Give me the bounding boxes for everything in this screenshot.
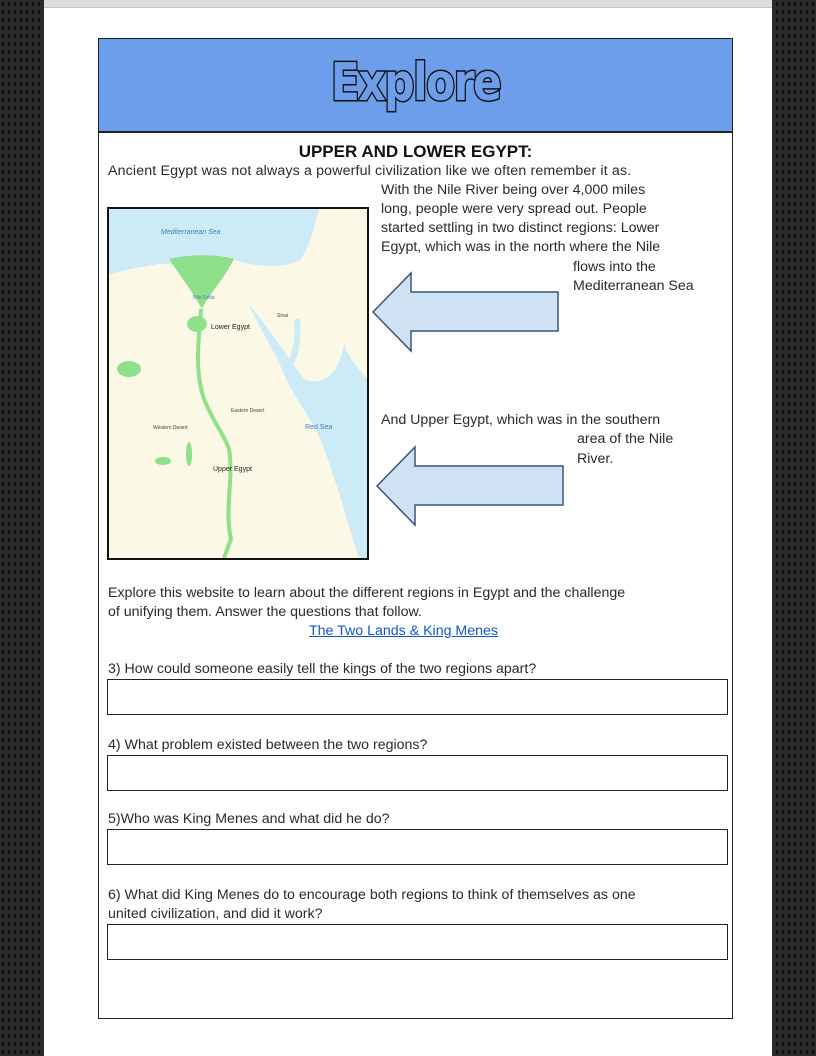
answer-box-5[interactable]: [107, 829, 728, 865]
question-3: 3) How could someone easily tell the kings of the two regions apart?: [108, 661, 537, 677]
lower-text-line: started settling in two distinct regions: Lower: [381, 220, 660, 236]
map-label-mediterranean: Mediterranean Sea: [161, 229, 221, 236]
arrow-to-upper-egypt-icon: [374, 444, 569, 528]
egypt-map: [107, 207, 369, 560]
two-lands-king-menes-link[interactable]: The Two Lands & King Menes: [309, 623, 499, 639]
question-4: 4) What problem existed between the two regions?: [108, 737, 428, 753]
map-label-lower-egypt: Lower Egypt: [211, 324, 250, 331]
upper-text-line: River.: [577, 451, 614, 467]
lower-text-line: Egypt, which was in the north where the Nile: [381, 239, 661, 255]
lower-text-line: long, people were very spread out. People: [381, 201, 647, 217]
question-5: 5)Who was King Menes and what did he do?: [108, 811, 390, 827]
explore-header: [99, 39, 732, 133]
lower-text-line: flows into the: [573, 259, 656, 275]
arrow-to-lower-egypt-icon: [370, 270, 565, 354]
page-top-edge: [44, 0, 772, 8]
map-label-eastern-desert: Eastern Desert: [231, 408, 265, 414]
explore-instructions-line: of unifying them. Answer the questions that follow.: [108, 604, 422, 620]
map-label-upper-egypt: Upper Egypt: [213, 466, 252, 473]
explore-instructions-line: Explore this website to learn about the different regions in Egypt and the challenge: [108, 585, 626, 601]
question-6: 6) What did King Menes do to encourage both regions to think of themselves as one: [108, 887, 636, 903]
answer-box-4[interactable]: [107, 755, 728, 791]
lower-text-line: With the Nile River being over 4,000 miles: [381, 182, 646, 198]
map-label-sinai: Sinai: [277, 313, 289, 319]
map-label-western-desert: Western Desert: [153, 425, 188, 431]
answer-box-6[interactable]: [107, 924, 728, 960]
map-label-red-sea: Red Sea: [305, 424, 333, 431]
intro-text: Ancient Egypt was not always a powerful civilization like we often remember it as.: [108, 163, 632, 179]
answer-box-3[interactable]: [107, 679, 728, 715]
upper-text-line: And Upper Egypt, which was in the southern: [381, 412, 661, 428]
upper-text-line: area of the Nile: [577, 431, 674, 447]
lower-text-line: Mediterranean Sea: [573, 278, 694, 294]
map-label-delta: Nile Delta: [193, 295, 215, 301]
section-heading: UPPER AND LOWER EGYPT:: [298, 142, 533, 161]
explore-title: Explore: [330, 53, 501, 113]
question-6-continued: united civilization, and did it work?: [108, 906, 323, 922]
